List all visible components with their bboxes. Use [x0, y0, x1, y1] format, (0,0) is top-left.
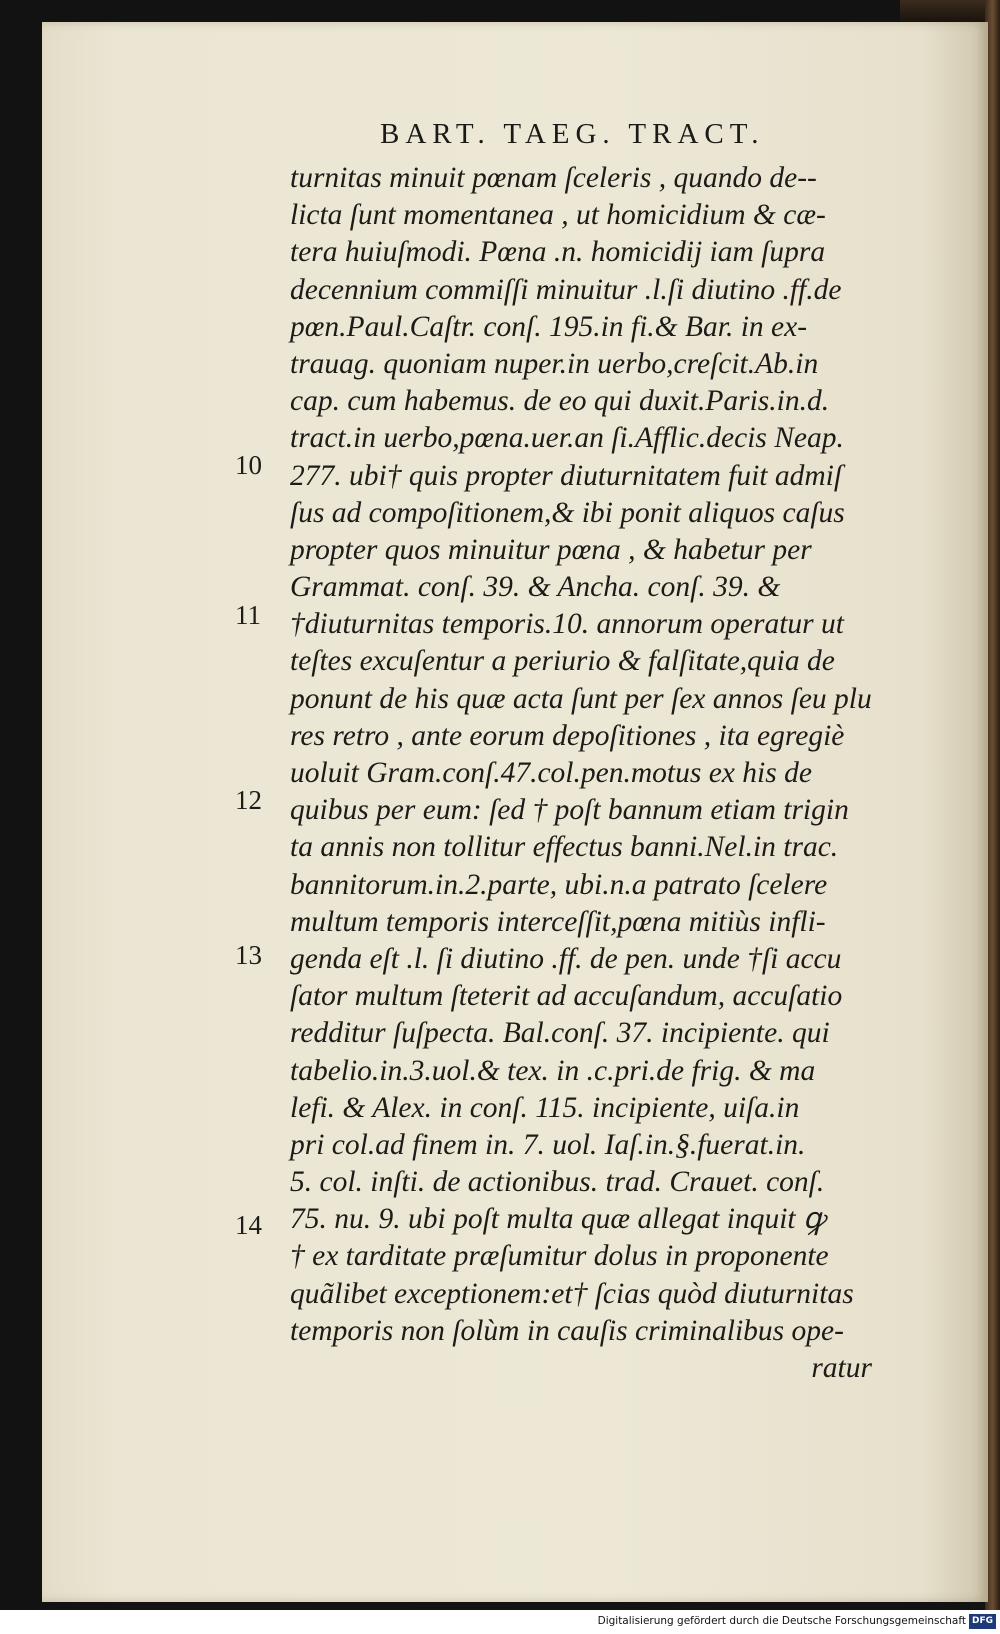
text-line: ta annis non tollitur effectus banni.Nel.in trac. [290, 831, 839, 864]
text-line: multum temporis interceſſit,pœna mitiùs infli- [290, 905, 826, 938]
body-text [290, 160, 910, 1387]
dfg-logo: DFG [969, 1614, 996, 1629]
text-line: genda eſt .l. ſi diutino .ff. de pen. unde †ſi accu [290, 942, 842, 975]
text-line: †diuturnitas temporis.10. annorum operatur ut [290, 608, 844, 641]
text-line: turnitas minuit pœnam ſceleris , quando de-- [290, 162, 817, 194]
text-line: decennium commiſſi minuitur .l.ſi diutino .ff.de [290, 273, 842, 306]
text-line: 75. nu. 9. ubi poſt multa quæ allegat inquit ꝙ [290, 1203, 826, 1236]
text-line: redditur ſuſpecta. Bal.conſ. 37. incipiente. qui [290, 1017, 830, 1050]
funding-credit: Digitalisierung gefördert durch die Deutsche Forschungsgemeinschaft [597, 1615, 966, 1627]
text-line: tera huiuſmodi. Pœna .n. homicidij iam ſupra [290, 236, 826, 269]
margin-number-10: 10 [235, 450, 262, 480]
text-line: ſus ad compoſitionem,& ibi ponit aliquos caſus [290, 496, 845, 529]
text-line: uoluit Gram.conſ.47.col.pen.motus ex his de [290, 757, 812, 789]
text-line: lefi. & Alex. in conſ. 115. incipiente, uiſa.in [290, 1091, 800, 1124]
margin-number-13: 13 [235, 940, 262, 970]
text-line: 277. ubi† quis propter diuturnitatem fuit admiſ [290, 459, 843, 492]
text-line: pri col.ad finem in. 7. uol. Iaſ.in.§.fuerat.in. [290, 1128, 806, 1161]
text-line: ſator multum ſteterit ad accuſandum, accuſatio [290, 980, 843, 1013]
text-line: quibus per eum: ſed † poſt bannum etiam trigin [290, 794, 849, 827]
text-line: trauag. quoniam nuper.in uerbo,creſcit.Ab.in [290, 347, 819, 380]
text-line: 5. col. inſti. de actionibus. trad. Crauet. conſ. [290, 1166, 825, 1199]
text-line: propter quos minuitur pœna , & habetur per [290, 533, 812, 566]
text-line: res retro , ante eorum depoſitiones , ita egregiè [290, 719, 845, 752]
text-line: temporis non ſolùm in cauſis criminalibus ope- [290, 1314, 844, 1347]
text-line: tabelio.in.3.uol.& tex. in .c.pri.de frig. & ma [290, 1054, 816, 1087]
text-line: licta ſunt momentanea , ut homicidium & cæ- [290, 199, 826, 232]
catchword: ratur [811, 1352, 872, 1384]
text-line: Grammat. conſ. 39. & Ancha. conſ. 39. & [290, 571, 781, 604]
text-line: ponunt de his quæ acta ſunt per ſex annos ſeu plu [290, 682, 872, 715]
text-line: tract.in uerbo,pœna.uer.an ſi.Afflic.decis Neap. [290, 422, 844, 455]
text-line: teſtes excuſentur a periurio & falſitate,quia de [290, 645, 835, 678]
text-line: pœn.Paul.Caſtr. conſ. 195.in fi.& Bar. in ex- [290, 310, 808, 343]
margin-number-12: 12 [235, 785, 262, 815]
margin-number-14: 14 [235, 1210, 262, 1240]
margin-number-11: 11 [235, 600, 261, 630]
text-line: bannitorum.in.2.parte, ubi.n.a patrato ſcelere [290, 868, 828, 901]
text-line: cap. cum habemus. de eo qui duxit.Paris.in.d. [290, 385, 830, 418]
text-line: quãlibet exceptionem:et† ſcias quòd diuturnitas [290, 1277, 854, 1310]
text-line: † ex tarditate præſumitur dolus in proponente [290, 1240, 829, 1273]
footer-bar [0, 1610, 1000, 1634]
running-header: BART. TAEG. TRACT. [380, 118, 765, 150]
